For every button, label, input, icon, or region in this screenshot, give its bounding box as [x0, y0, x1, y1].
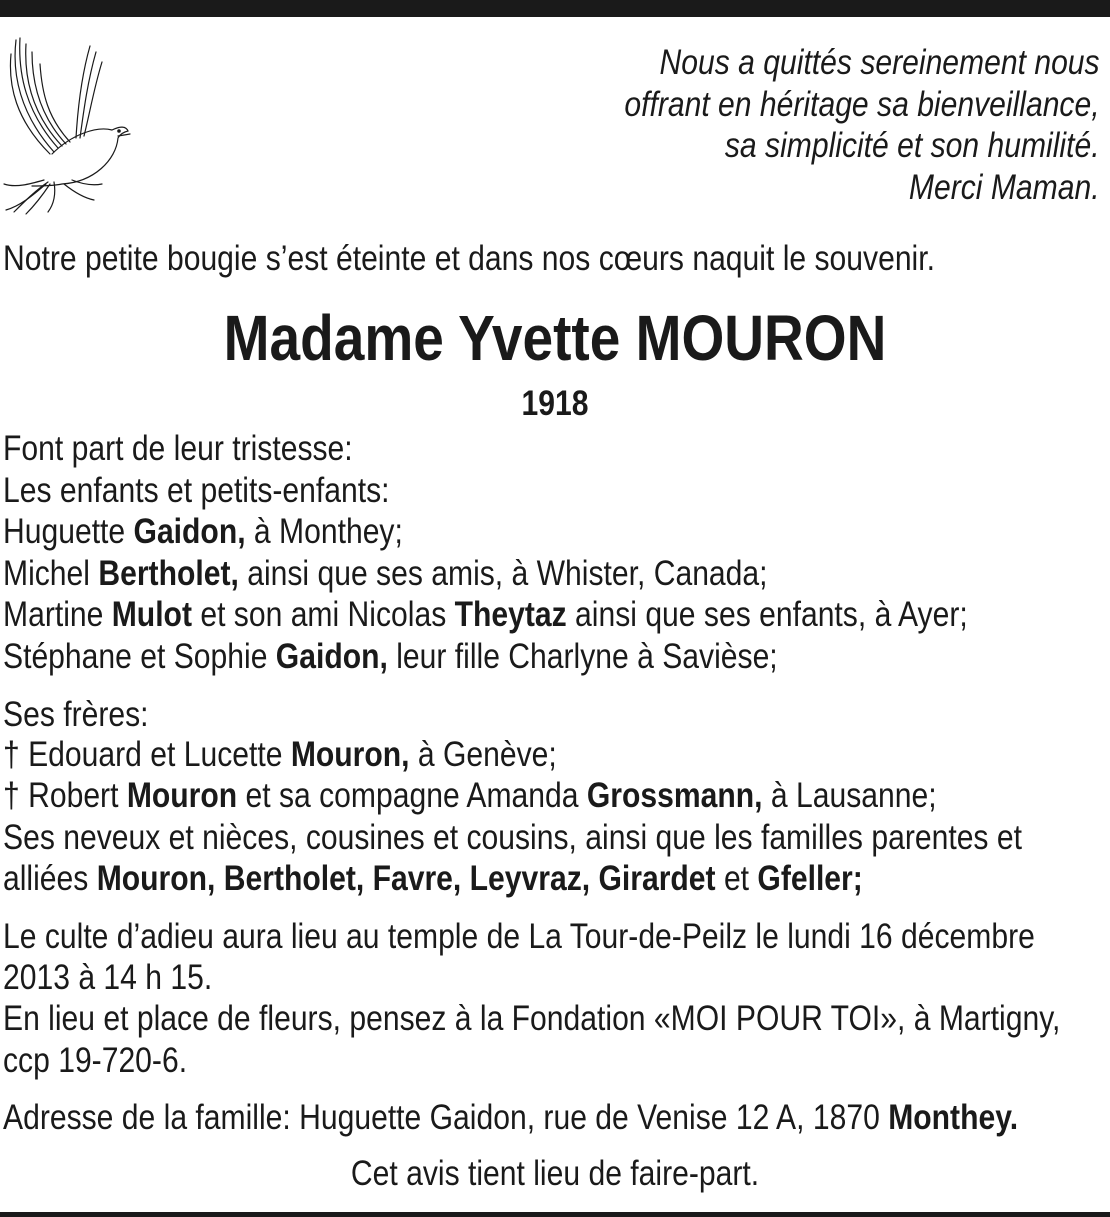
- brother-entry: † Edouard et Lucette Mouron, à Genève;: [3, 735, 557, 774]
- relatives-line: Ses neveux et nièces, cousines et cousins, ainsi que les familles parentes et: [3, 818, 1022, 857]
- family-member: Martine Mulot et son ami Nicolas Theytaz ainsi que ses enfants, à Ayer;: [3, 595, 968, 634]
- family-heading: Font part de leur tristesse:: [3, 429, 353, 468]
- brother-entry: † Robert Mouron et sa compagne Amanda Grossmann, à Lausanne;: [3, 776, 937, 815]
- family-address: Adresse de la famille: Huguette Gaidon, rue de Venise 12 A, 1870 Monthey.: [3, 1098, 1019, 1137]
- ceremony-line: Le culte d’adieu aura lieu au temple de La Tour-de-Peilz le lundi 16 décembre: [3, 917, 1035, 956]
- ceremony-line: 2013 à 14 h 15.: [3, 958, 213, 997]
- donation-line: En lieu et place de fleurs, pensez à la Fondation «MOI POUR TOI», à Martigny,: [3, 999, 1061, 1038]
- top-rule: [0, 0, 1110, 17]
- footer-note: Cet avis tient lieu de faire-part.: [350, 1154, 760, 1193]
- dove-icon: [2, 34, 138, 216]
- relatives-names: alliées Mouron, Bertholet, Favre, Leyvraz, Girardet et Gfeller;: [3, 859, 863, 898]
- family-member: Stéphane et Sophie Gaidon, leur fille Charlyne à Savièse;: [3, 637, 778, 676]
- deceased-name: Madame Yvette MOURON: [223, 302, 887, 374]
- poem-line: Merci Maman.: [909, 167, 1100, 207]
- poem-line: Nous a quittés sereinement nous: [659, 43, 1100, 82]
- poem-line: offrant en héritage sa bienveillance,: [624, 84, 1100, 124]
- poem-block: [547, 42, 1100, 208]
- brothers-heading: Ses frères:: [3, 695, 149, 734]
- family-member: Huguette Gaidon, à Monthey;: [3, 512, 403, 551]
- children-heading: Les enfants et petits-enfants:: [3, 471, 390, 510]
- donation-line: ccp 19-720-6.: [3, 1041, 188, 1080]
- poem-line: sa simplicité et son humilité.: [725, 126, 1100, 165]
- bottom-rule: [0, 1212, 1110, 1217]
- deceased-year: 1918: [521, 384, 589, 423]
- intro-text: Notre petite bougie s’est éteinte et dans nos cœurs naquit le souvenir.: [3, 239, 935, 278]
- family-member: Michel Bertholet, ainsi que ses amis, à Whister, Canada;: [3, 554, 768, 593]
